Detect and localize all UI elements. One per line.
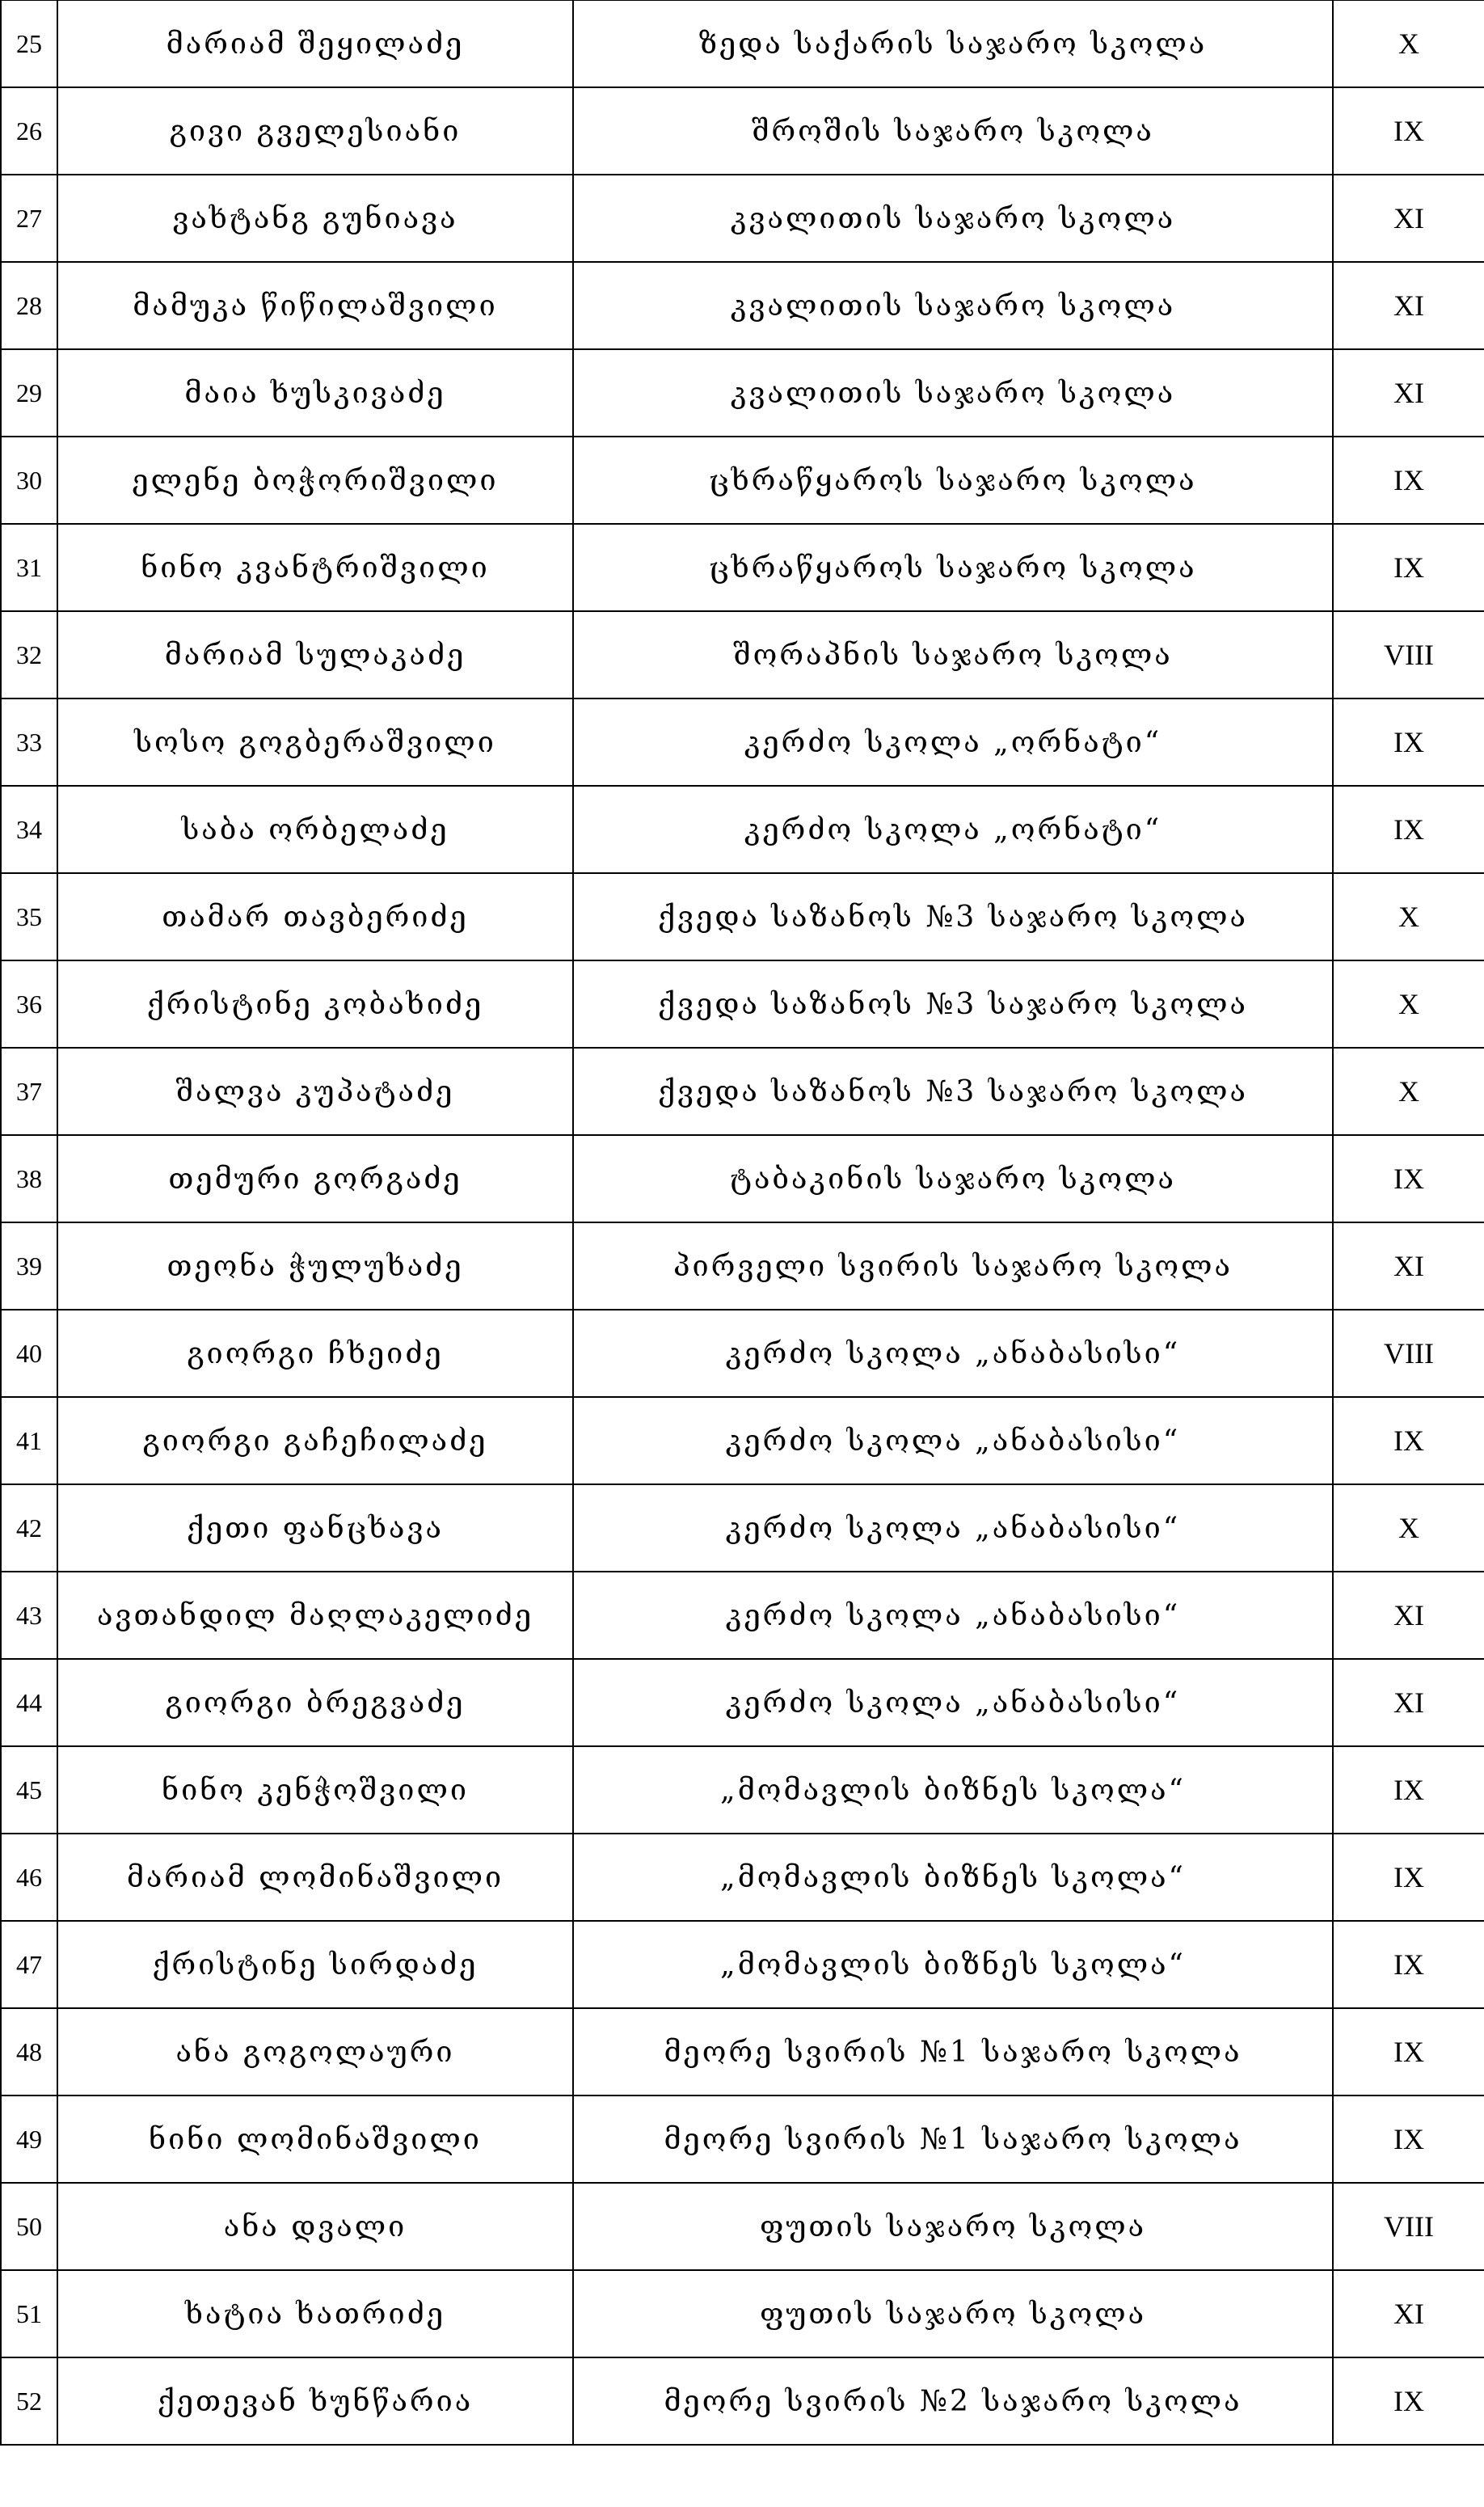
row-number-cell: 28 — [1, 262, 57, 349]
student-name-cell: თეონა ჭულუხაძე — [57, 1222, 573, 1310]
school-name-cell: ქვედა საზანოს №3 საჯარო სკოლა — [573, 1048, 1333, 1135]
table-row — [1, 2183, 1484, 2270]
row-number-cell: 25 — [1, 1, 57, 88]
table-row — [1, 175, 1484, 262]
student-name-cell: მაია ხუსკივაძე — [57, 349, 573, 437]
student-name-cell: მარიამ შეყილაძე — [57, 1, 573, 88]
table-row — [1, 262, 1484, 349]
grade-cell: IX — [1333, 1746, 1484, 1834]
row-number-cell: 49 — [1, 2095, 57, 2183]
table-row — [1, 349, 1484, 437]
table-row — [1, 611, 1484, 698]
school-name-cell: ცხრაწყაროს საჯარო სკოლა — [573, 437, 1333, 524]
school-name-cell: კერძო სკოლა „ორნატი“ — [573, 786, 1333, 873]
student-name-cell: მამუკა წიწილაშვილი — [57, 262, 573, 349]
row-number-cell: 39 — [1, 1222, 57, 1310]
student-name-cell: ქრისტინე კობახიძე — [57, 960, 573, 1048]
grade-cell: VIII — [1333, 1310, 1484, 1397]
school-name-cell: ფუთის საჯარო სკოლა — [573, 2270, 1333, 2357]
student-name-cell: გიორგი გაჩეჩილაძე — [57, 1397, 573, 1484]
grade-cell: IX — [1333, 1921, 1484, 2008]
grade-cell: VIII — [1333, 611, 1484, 698]
row-number-cell: 42 — [1, 1484, 57, 1572]
student-name-cell: თემური გორგაძე — [57, 1135, 573, 1222]
school-name-cell: შორაპნის საჯარო სკოლა — [573, 611, 1333, 698]
student-name-cell: ნინო კენჭოშვილი — [57, 1746, 573, 1834]
row-number-cell: 31 — [1, 524, 57, 611]
table-row — [1, 1222, 1484, 1310]
table-row — [1, 87, 1484, 175]
school-name-cell: კერძო სკოლა „ანაბასისი“ — [573, 1572, 1333, 1659]
grade-cell: IX — [1333, 1834, 1484, 1921]
table-row — [1, 1659, 1484, 1746]
school-name-cell: ფუთის საჯარო სკოლა — [573, 2183, 1333, 2270]
table-row — [1, 960, 1484, 1048]
table-row — [1, 1834, 1484, 1921]
row-number-cell: 26 — [1, 87, 57, 175]
school-name-cell: „მომავლის ბიზნეს სკოლა“ — [573, 1746, 1333, 1834]
student-name-cell: ელენე ბოჭორიშვილი — [57, 437, 573, 524]
row-number-cell: 50 — [1, 2183, 57, 2270]
student-name-cell: ქეთი ფანცხავა — [57, 1484, 573, 1572]
school-name-cell: კერძო სკოლა „ანაბასისი“ — [573, 1659, 1333, 1746]
row-number-cell: 30 — [1, 437, 57, 524]
table-row — [1, 873, 1484, 960]
table-row — [1, 1135, 1484, 1222]
row-number-cell: 41 — [1, 1397, 57, 1484]
row-number-cell: 38 — [1, 1135, 57, 1222]
grade-cell: XI — [1333, 262, 1484, 349]
grade-cell: X — [1333, 1048, 1484, 1135]
grade-cell: XI — [1333, 349, 1484, 437]
grade-cell: IX — [1333, 786, 1484, 873]
school-name-cell: კვალითის საჯარო სკოლა — [573, 262, 1333, 349]
grade-cell: IX — [1333, 698, 1484, 786]
row-number-cell: 34 — [1, 786, 57, 873]
row-number-cell: 35 — [1, 873, 57, 960]
grade-cell: IX — [1333, 437, 1484, 524]
grade-cell: IX — [1333, 2095, 1484, 2183]
school-name-cell: „მომავლის ბიზნეს სკოლა“ — [573, 1834, 1333, 1921]
student-name-cell: ნინო კვანტრიშვილი — [57, 524, 573, 611]
grade-cell: X — [1333, 1, 1484, 88]
school-name-cell: კვალითის საჯარო სკოლა — [573, 175, 1333, 262]
student-name-cell: გივი გველესიანი — [57, 87, 573, 175]
table-row — [1, 1746, 1484, 1834]
grade-cell: XI — [1333, 175, 1484, 262]
row-number-cell: 44 — [1, 1659, 57, 1746]
table-row — [1, 786, 1484, 873]
table-row — [1, 1397, 1484, 1484]
row-number-cell: 36 — [1, 960, 57, 1048]
grade-cell: XI — [1333, 2270, 1484, 2357]
table-row — [1, 2270, 1484, 2357]
table-row — [1, 1310, 1484, 1397]
grade-cell: IX — [1333, 2357, 1484, 2445]
school-name-cell: კერძო სკოლა „ორნატი“ — [573, 698, 1333, 786]
row-number-cell: 33 — [1, 698, 57, 786]
grade-cell: IX — [1333, 1397, 1484, 1484]
grade-cell: X — [1333, 1484, 1484, 1572]
school-name-cell: ცხრაწყაროს საჯარო სკოლა — [573, 524, 1333, 611]
school-name-cell: მეორე სვირის №1 საჯარო სკოლა — [573, 2008, 1333, 2095]
row-number-cell: 27 — [1, 175, 57, 262]
grade-cell: X — [1333, 960, 1484, 1048]
student-name-cell: გიორგი ჩხეიძე — [57, 1310, 573, 1397]
school-name-cell: ტაბაკინის საჯარო სკოლა — [573, 1135, 1333, 1222]
school-name-cell: კვალითის საჯარო სკოლა — [573, 349, 1333, 437]
grade-cell: IX — [1333, 2008, 1484, 2095]
grade-cell: IX — [1333, 1135, 1484, 1222]
school-name-cell: კერძო სკოლა „ანაბასისი“ — [573, 1484, 1333, 1572]
row-number-cell: 45 — [1, 1746, 57, 1834]
table-row — [1, 524, 1484, 611]
school-name-cell: პირველი სვირის საჯარო სკოლა — [573, 1222, 1333, 1310]
student-name-cell: ვახტანგ გუნიავა — [57, 175, 573, 262]
row-number-cell: 46 — [1, 1834, 57, 1921]
row-number-cell: 52 — [1, 2357, 57, 2445]
student-name-cell: ქეთევან ხუნწარია — [57, 2357, 573, 2445]
student-name-cell: ანა დვალი — [57, 2183, 573, 2270]
table-row — [1, 2357, 1484, 2445]
student-name-cell: მარიამ ლომინაშვილი — [57, 1834, 573, 1921]
student-name-cell: ქრისტინე სირდაძე — [57, 1921, 573, 2008]
student-name-cell: შალვა კუპატაძე — [57, 1048, 573, 1135]
grade-cell: XI — [1333, 1222, 1484, 1310]
table-row — [1, 698, 1484, 786]
row-number-cell: 48 — [1, 2008, 57, 2095]
table-row — [1, 437, 1484, 524]
participants-table-body — [1, 1, 1484, 2446]
school-name-cell: ქვედა საზანოს №3 საჯარო სკოლა — [573, 960, 1333, 1048]
grade-cell: IX — [1333, 524, 1484, 611]
table-row — [1, 2095, 1484, 2183]
table-row — [1, 1572, 1484, 1659]
row-number-cell: 37 — [1, 1048, 57, 1135]
student-name-cell: ავთანდილ მაღლაკელიძე — [57, 1572, 573, 1659]
school-name-cell: მეორე სვირის №2 საჯარო სკოლა — [573, 2357, 1333, 2445]
school-name-cell: „მომავლის ბიზნეს სკოლა“ — [573, 1921, 1333, 2008]
school-name-cell: შროშის საჯარო სკოლა — [573, 87, 1333, 175]
student-name-cell: ხატია ხათრიძე — [57, 2270, 573, 2357]
table-row — [1, 2008, 1484, 2095]
student-name-cell: თამარ თავბერიძე — [57, 873, 573, 960]
school-name-cell: კერძო სკოლა „ანაბასისი“ — [573, 1397, 1333, 1484]
row-number-cell: 32 — [1, 611, 57, 698]
student-name-cell: სოსო გოგბერაშვილი — [57, 698, 573, 786]
grade-cell: XI — [1333, 1572, 1484, 1659]
grade-cell: VIII — [1333, 2183, 1484, 2270]
grade-cell: IX — [1333, 87, 1484, 175]
table-row — [1, 1048, 1484, 1135]
table-row — [1, 1, 1484, 88]
row-number-cell: 47 — [1, 1921, 57, 2008]
row-number-cell: 51 — [1, 2270, 57, 2357]
student-name-cell: საბა ორბელაძე — [57, 786, 573, 873]
row-number-cell: 43 — [1, 1572, 57, 1659]
school-name-cell: ქვედა საზანოს №3 საჯარო სკოლა — [573, 873, 1333, 960]
grade-cell: X — [1333, 873, 1484, 960]
row-number-cell: 29 — [1, 349, 57, 437]
school-name-cell: მეორე სვირის №1 საჯარო სკოლა — [573, 2095, 1333, 2183]
grade-cell: XI — [1333, 1659, 1484, 1746]
school-name-cell: კერძო სკოლა „ანაბასისი“ — [573, 1310, 1333, 1397]
student-name-cell: ნინი ლომინაშვილი — [57, 2095, 573, 2183]
student-name-cell: მარიამ სულაკაძე — [57, 611, 573, 698]
row-number-cell: 40 — [1, 1310, 57, 1397]
school-name-cell: ზედა საქარის საჯარო სკოლა — [573, 1, 1333, 88]
student-name-cell: ანა გოგოლაური — [57, 2008, 573, 2095]
student-name-cell: გიორგი ბრეგვაძე — [57, 1659, 573, 1746]
table-row — [1, 1921, 1484, 2008]
table-row — [1, 1484, 1484, 1572]
